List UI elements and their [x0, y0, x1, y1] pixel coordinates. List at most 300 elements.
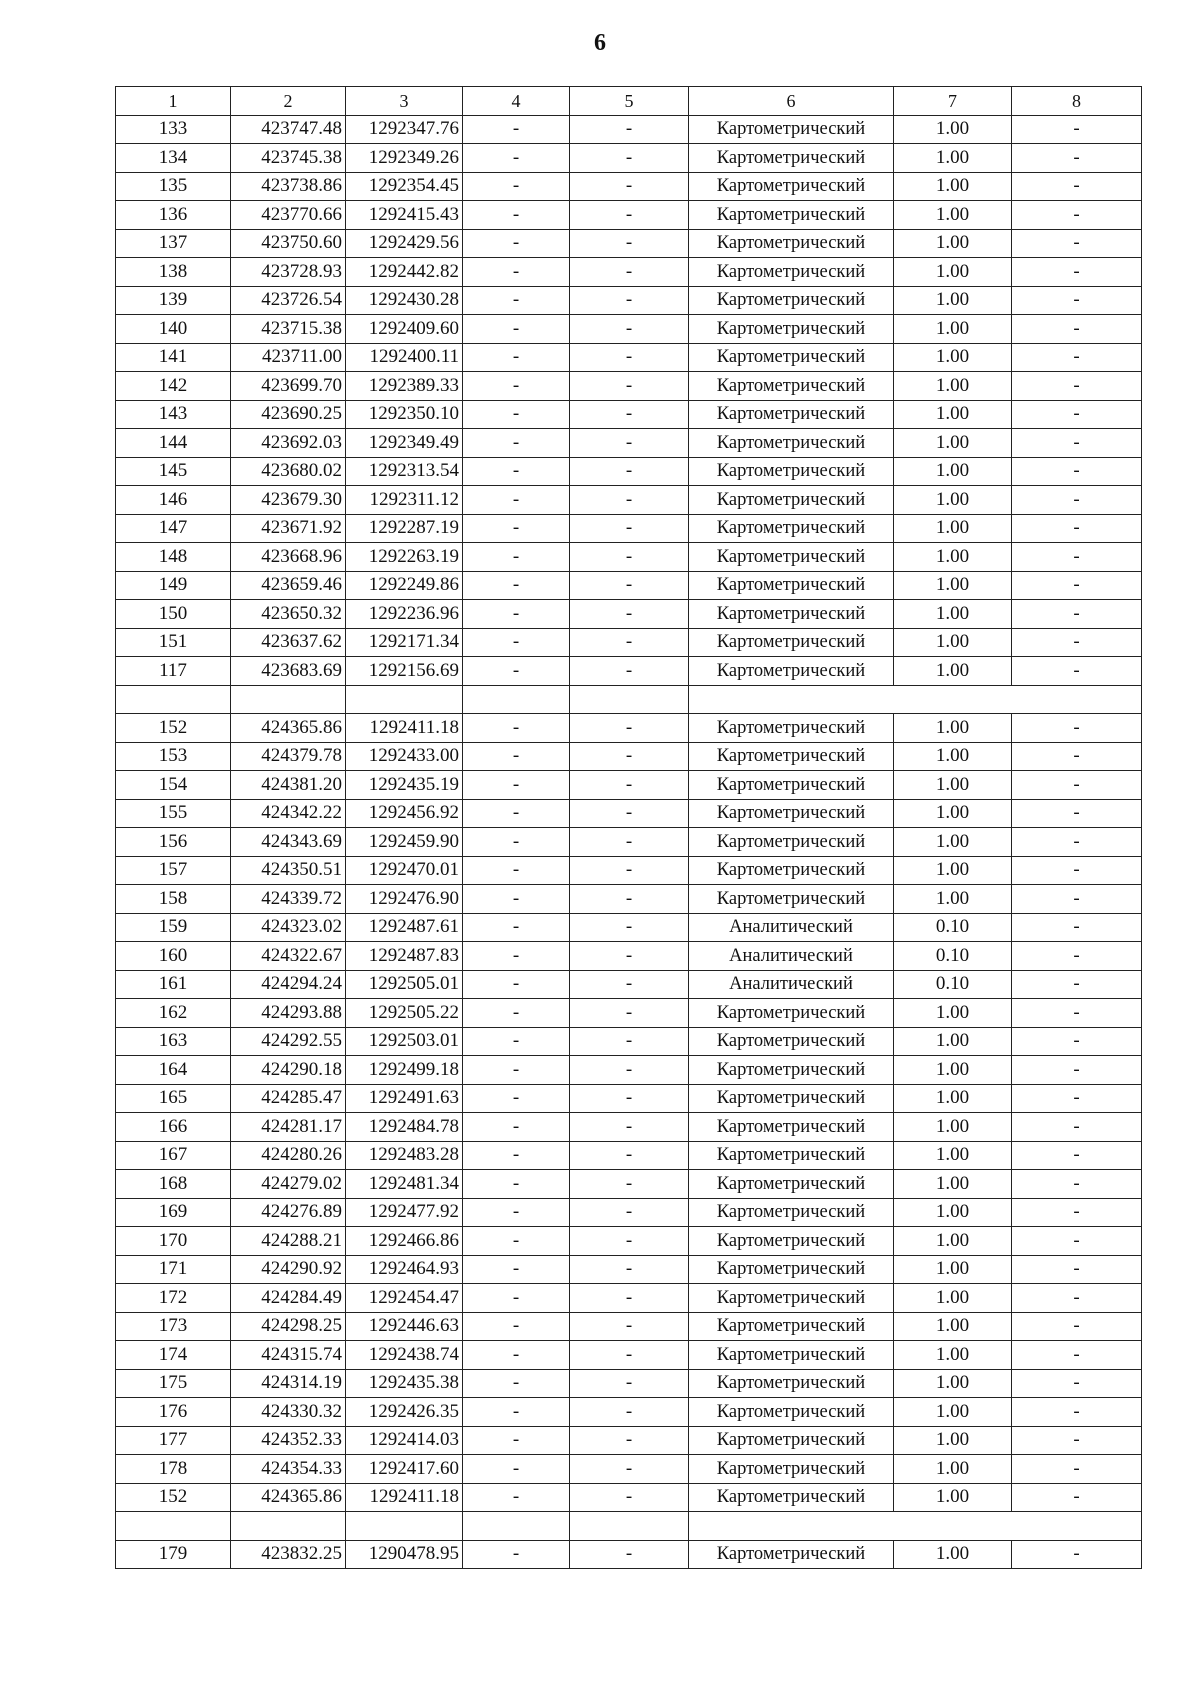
table-cell: 424314.19 [231, 1369, 346, 1398]
table-cell: 1.00 [894, 1284, 1012, 1313]
table-cell: - [1012, 1084, 1142, 1113]
table-cell: - [463, 1056, 570, 1085]
table-cell: 117 [116, 657, 231, 686]
table-cell: - [1012, 457, 1142, 486]
table-row [116, 799, 1142, 828]
table-cell: 423680.02 [231, 457, 346, 486]
table-cell: 424294.24 [231, 970, 346, 999]
table-cell: 424288.21 [231, 1227, 346, 1256]
table-cell: - [1012, 600, 1142, 629]
table-cell: 1.00 [894, 828, 1012, 857]
table-cell: - [463, 315, 570, 344]
table-cell: 1.00 [894, 1056, 1012, 1085]
table-cell: 1292389.33 [346, 372, 463, 401]
table-cell: - [1012, 1170, 1142, 1199]
table-cell: Картометрический [689, 885, 894, 914]
table-cell: - [570, 1312, 689, 1341]
table-cell: 1292503.01 [346, 1027, 463, 1056]
table-cell: - [463, 1369, 570, 1398]
table-row [116, 571, 1142, 600]
table-row [116, 486, 1142, 515]
table-cell: - [1012, 486, 1142, 515]
table-cell: - [1012, 543, 1142, 572]
table-row [116, 514, 1142, 543]
table-cell: 1292409.60 [346, 315, 463, 344]
table-cell: 1.00 [894, 229, 1012, 258]
table-row [116, 1056, 1142, 1085]
table-cell: Картометрический [689, 1056, 894, 1085]
table-row [116, 1455, 1142, 1484]
table-cell: - [570, 486, 689, 515]
table-cell: - [1012, 372, 1142, 401]
table-cell: - [463, 1455, 570, 1484]
table-cell: - [570, 343, 689, 372]
table-cell: - [463, 771, 570, 800]
table-row [116, 1084, 1142, 1113]
table-cell: - [463, 913, 570, 942]
table-cell: - [1012, 1113, 1142, 1142]
table-row [116, 258, 1142, 287]
table-cell: 1.00 [894, 799, 1012, 828]
table-cell: 171 [116, 1255, 231, 1284]
table-cell: 138 [116, 258, 231, 287]
table-row [116, 885, 1142, 914]
block-separator-row [116, 1512, 1142, 1541]
empty-cell [570, 685, 689, 714]
table-row [116, 1341, 1142, 1370]
table-cell: 166 [116, 1113, 231, 1142]
table-cell: - [463, 885, 570, 914]
table-row [116, 457, 1142, 486]
table-cell: 424290.18 [231, 1056, 346, 1085]
table-cell: - [463, 657, 570, 686]
table-row [116, 543, 1142, 572]
table-cell: 1.00 [894, 856, 1012, 885]
table-cell: - [1012, 172, 1142, 201]
empty-cell [346, 685, 463, 714]
table-cell: 178 [116, 1455, 231, 1484]
table-cell: - [1012, 1198, 1142, 1227]
column-header: 8 [1012, 87, 1142, 116]
table-row [116, 400, 1142, 429]
table-cell: 165 [116, 1084, 231, 1113]
table-cell: - [570, 315, 689, 344]
table-cell: 424342.22 [231, 799, 346, 828]
table-cell: 137 [116, 229, 231, 258]
table-cell: - [463, 1255, 570, 1284]
table-row [116, 742, 1142, 771]
table-cell: 152 [116, 714, 231, 743]
table-cell: - [463, 201, 570, 230]
table-row [116, 1141, 1142, 1170]
table-cell: - [570, 1284, 689, 1313]
table-cell: 1292249.86 [346, 571, 463, 600]
table-cell: - [463, 1398, 570, 1427]
table-cell: 424315.74 [231, 1341, 346, 1370]
table-cell: 1292466.86 [346, 1227, 463, 1256]
table-cell: - [570, 571, 689, 600]
table-cell: 1292464.93 [346, 1255, 463, 1284]
table-cell: 1.00 [894, 115, 1012, 144]
table-cell: - [570, 543, 689, 572]
table-cell: 424323.02 [231, 913, 346, 942]
table-row [116, 1198, 1142, 1227]
table-row [116, 372, 1142, 401]
table-cell: - [463, 258, 570, 287]
table-cell: - [463, 1483, 570, 1512]
table-cell: 1292433.00 [346, 742, 463, 771]
table-row [116, 1369, 1142, 1398]
table-cell: - [1012, 1312, 1142, 1341]
table-cell: - [463, 429, 570, 458]
table-cell: Картометрический [689, 657, 894, 686]
table-cell: - [570, 1170, 689, 1199]
table-cell: 145 [116, 457, 231, 486]
table-cell: 424322.67 [231, 942, 346, 971]
table-cell: 423679.30 [231, 486, 346, 515]
table-cell: 1.00 [894, 201, 1012, 230]
table-cell: 423692.03 [231, 429, 346, 458]
table-cell: 1292430.28 [346, 286, 463, 315]
table-row [116, 115, 1142, 144]
table-cell: 1292505.01 [346, 970, 463, 999]
table-cell: Картометрический [689, 1455, 894, 1484]
table-cell: - [463, 144, 570, 173]
table-cell: 423650.32 [231, 600, 346, 629]
table-cell: - [463, 942, 570, 971]
table-cell: - [463, 1170, 570, 1199]
table-cell: - [570, 372, 689, 401]
table-cell: - [1012, 1027, 1142, 1056]
table-row [116, 229, 1142, 258]
table-cell: - [1012, 1483, 1142, 1512]
table-cell: - [570, 1084, 689, 1113]
table-cell: 0.10 [894, 913, 1012, 942]
empty-cell [689, 685, 1142, 714]
table-cell: Картометрический [689, 571, 894, 600]
table-cell: 424292.55 [231, 1027, 346, 1056]
table-cell: - [570, 1426, 689, 1455]
table-cell: 146 [116, 486, 231, 515]
table-cell: 423745.38 [231, 144, 346, 173]
table-cell: - [463, 514, 570, 543]
table-cell: 1292484.78 [346, 1113, 463, 1142]
table-row [116, 1483, 1142, 1512]
table-cell: 1292438.74 [346, 1341, 463, 1370]
table-cell: - [570, 942, 689, 971]
table-cell: 177 [116, 1426, 231, 1455]
table-row [116, 828, 1142, 857]
table-cell: - [570, 457, 689, 486]
table-cell: - [1012, 571, 1142, 600]
table-cell: - [570, 1027, 689, 1056]
table-cell: 152 [116, 1483, 231, 1512]
table-cell: 423668.96 [231, 543, 346, 572]
table-cell: 1.00 [894, 1255, 1012, 1284]
table-cell: Картометрический [689, 400, 894, 429]
table-cell: Картометрический [689, 1398, 894, 1427]
table-cell: 424354.33 [231, 1455, 346, 1484]
table-cell: - [1012, 913, 1142, 942]
table-cell: - [570, 258, 689, 287]
table-cell: - [463, 1084, 570, 1113]
table-cell: 147 [116, 514, 231, 543]
table-cell: 1.00 [894, 999, 1012, 1028]
table-cell: Картометрический [689, 172, 894, 201]
table-cell: 167 [116, 1141, 231, 1170]
column-header: 6 [689, 87, 894, 116]
table-cell: - [463, 1227, 570, 1256]
table-cell: 1.00 [894, 771, 1012, 800]
table-cell: - [1012, 115, 1142, 144]
table-cell: - [1012, 657, 1142, 686]
column-header: 5 [570, 87, 689, 116]
table-cell: 1292311.12 [346, 486, 463, 515]
table-cell: Картометрический [689, 229, 894, 258]
empty-cell [570, 1512, 689, 1541]
table-cell: 162 [116, 999, 231, 1028]
table-cell: - [1012, 1369, 1142, 1398]
table-cell: - [1012, 856, 1142, 885]
table-cell: Картометрический [689, 144, 894, 173]
table-cell: Аналитический [689, 970, 894, 999]
table-cell: 1.00 [894, 514, 1012, 543]
table-cell: Аналитический [689, 942, 894, 971]
table-cell: 424352.33 [231, 1426, 346, 1455]
table-cell: 163 [116, 1027, 231, 1056]
table-cell: 1.00 [894, 343, 1012, 372]
empty-cell [231, 685, 346, 714]
table-row [116, 970, 1142, 999]
table-cell: 423747.48 [231, 115, 346, 144]
table-cell: - [570, 771, 689, 800]
table-cell: 424276.89 [231, 1198, 346, 1227]
table-cell: 149 [116, 571, 231, 600]
table-row [116, 343, 1142, 372]
table-body [116, 87, 1142, 1569]
table-cell: - [570, 600, 689, 629]
table-cell: 139 [116, 286, 231, 315]
column-header: 2 [231, 87, 346, 116]
table-cell: - [463, 343, 570, 372]
table-cell: 0.10 [894, 942, 1012, 971]
table-cell: Картометрический [689, 999, 894, 1028]
table-cell: 1292459.90 [346, 828, 463, 857]
table-cell: 1292400.11 [346, 343, 463, 372]
table-cell: 1.00 [894, 600, 1012, 629]
table-cell: Картометрический [689, 1084, 894, 1113]
table-cell: - [570, 1540, 689, 1569]
table-cell: Картометрический [689, 315, 894, 344]
table-cell: Картометрический [689, 799, 894, 828]
table-cell: 1.00 [894, 172, 1012, 201]
table-cell: 1.00 [894, 429, 1012, 458]
table-cell: 173 [116, 1312, 231, 1341]
table-cell: Картометрический [689, 714, 894, 743]
table-cell: - [463, 1113, 570, 1142]
table-cell: - [463, 856, 570, 885]
table-cell: Картометрический [689, 1426, 894, 1455]
table-cell: 424279.02 [231, 1170, 346, 1199]
table-cell: - [570, 1113, 689, 1142]
table-cell: 161 [116, 970, 231, 999]
table-cell: 1.00 [894, 1312, 1012, 1341]
table-cell: Картометрический [689, 628, 894, 657]
table-cell: - [463, 999, 570, 1028]
table-row [116, 1113, 1142, 1142]
table-cell: Картометрический [689, 1341, 894, 1370]
table-cell: - [570, 1341, 689, 1370]
table-cell: - [1012, 1141, 1142, 1170]
table-cell: - [1012, 400, 1142, 429]
table-cell: - [1012, 1540, 1142, 1569]
table-cell: Картометрический [689, 1483, 894, 1512]
table-cell: - [1012, 286, 1142, 315]
column-header: 7 [894, 87, 1012, 116]
table-cell: - [463, 1198, 570, 1227]
table-cell: 1290478.95 [346, 1540, 463, 1569]
table-cell: - [1012, 628, 1142, 657]
table-cell: 424330.32 [231, 1398, 346, 1427]
table-cell: 1.00 [894, 714, 1012, 743]
table-cell: 1292476.90 [346, 885, 463, 914]
table-cell: - [1012, 771, 1142, 800]
table-cell: 153 [116, 742, 231, 771]
table-cell: 423683.69 [231, 657, 346, 686]
table-cell: 1.00 [894, 1426, 1012, 1455]
column-header: 4 [463, 87, 570, 116]
table-cell: - [1012, 201, 1142, 230]
table-cell: Картометрический [689, 486, 894, 515]
table-cell: - [570, 999, 689, 1028]
block-separator-row [116, 685, 1142, 714]
table-cell: 1.00 [894, 1027, 1012, 1056]
table-row [116, 172, 1142, 201]
table-cell: 148 [116, 543, 231, 572]
table-cell: Аналитический [689, 913, 894, 942]
table-row [116, 771, 1142, 800]
table-cell: - [1012, 258, 1142, 287]
table-cell: Картометрический [689, 286, 894, 315]
table-cell: 1292435.19 [346, 771, 463, 800]
table-cell: - [570, 714, 689, 743]
table-cell: 142 [116, 372, 231, 401]
table-cell: - [1012, 742, 1142, 771]
table-cell: - [463, 628, 570, 657]
table-cell: Картометрический [689, 343, 894, 372]
table-cell: 170 [116, 1227, 231, 1256]
table-cell: - [570, 1455, 689, 1484]
table-cell: - [570, 628, 689, 657]
table-cell: 1292446.63 [346, 1312, 463, 1341]
table-cell: 1.00 [894, 457, 1012, 486]
table-cell: 1292417.60 [346, 1455, 463, 1484]
table-cell: - [463, 1341, 570, 1370]
table-cell: Картометрический [689, 543, 894, 572]
table-cell: 134 [116, 144, 231, 173]
table-cell: - [1012, 1426, 1142, 1455]
table-cell: 133 [116, 115, 231, 144]
table-cell: - [463, 172, 570, 201]
table-cell: 424365.86 [231, 1483, 346, 1512]
table-cell: - [1012, 1284, 1142, 1313]
table-cell: - [1012, 970, 1142, 999]
table-cell: 1.00 [894, 1198, 1012, 1227]
table-cell: - [463, 571, 570, 600]
table-cell: 423699.70 [231, 372, 346, 401]
table-cell: 1292349.26 [346, 144, 463, 173]
table-cell: - [570, 400, 689, 429]
table-cell: - [1012, 942, 1142, 971]
table-cell: 1292491.63 [346, 1084, 463, 1113]
table-cell: - [570, 1483, 689, 1512]
table-cell: - [1012, 885, 1142, 914]
table-cell: 1292313.54 [346, 457, 463, 486]
table-cell: - [1012, 999, 1142, 1028]
table-cell: 164 [116, 1056, 231, 1085]
table-cell: - [463, 286, 570, 315]
table-cell: 168 [116, 1170, 231, 1199]
table-cell: 159 [116, 913, 231, 942]
table-cell: 424343.69 [231, 828, 346, 857]
empty-cell [463, 685, 570, 714]
table-cell: 423832.25 [231, 1540, 346, 1569]
table-cell: - [463, 828, 570, 857]
table-cell: 1.00 [894, 1369, 1012, 1398]
table-cell: 423726.54 [231, 286, 346, 315]
table-cell: 160 [116, 942, 231, 971]
table-cell: - [570, 144, 689, 173]
table-cell: 1.00 [894, 1398, 1012, 1427]
table-cell: - [1012, 1056, 1142, 1085]
table-row [116, 1227, 1142, 1256]
table-cell: 423728.93 [231, 258, 346, 287]
table-cell: - [570, 229, 689, 258]
table-cell: 423750.60 [231, 229, 346, 258]
table-cell: - [570, 1056, 689, 1085]
table-cell: 1292487.61 [346, 913, 463, 942]
table-cell: 423659.46 [231, 571, 346, 600]
table-cell: - [1012, 429, 1142, 458]
table-cell: 158 [116, 885, 231, 914]
table-row [116, 856, 1142, 885]
table-cell: 1.00 [894, 628, 1012, 657]
table-cell: 1292456.92 [346, 799, 463, 828]
table-cell: Картометрический [689, 429, 894, 458]
table-cell: - [1012, 1227, 1142, 1256]
table-cell: 169 [116, 1198, 231, 1227]
table-cell: 1292411.18 [346, 714, 463, 743]
table-cell: 424350.51 [231, 856, 346, 885]
empty-cell [463, 1512, 570, 1541]
table-cell: - [570, 1227, 689, 1256]
table-cell: 157 [116, 856, 231, 885]
table-cell: - [1012, 514, 1142, 543]
coordinates-table [115, 86, 1142, 1569]
table-cell: 423690.25 [231, 400, 346, 429]
table-cell: 424290.92 [231, 1255, 346, 1284]
table-cell: 176 [116, 1398, 231, 1427]
empty-cell [116, 685, 231, 714]
empty-cell [346, 1512, 463, 1541]
table-cell: 1.00 [894, 372, 1012, 401]
table-cell: Картометрический [689, 771, 894, 800]
table-cell: 1.00 [894, 1540, 1012, 1569]
table-cell: 1292483.28 [346, 1141, 463, 1170]
table-row [116, 600, 1142, 629]
table-cell: - [570, 1398, 689, 1427]
table-cell: 135 [116, 172, 231, 201]
